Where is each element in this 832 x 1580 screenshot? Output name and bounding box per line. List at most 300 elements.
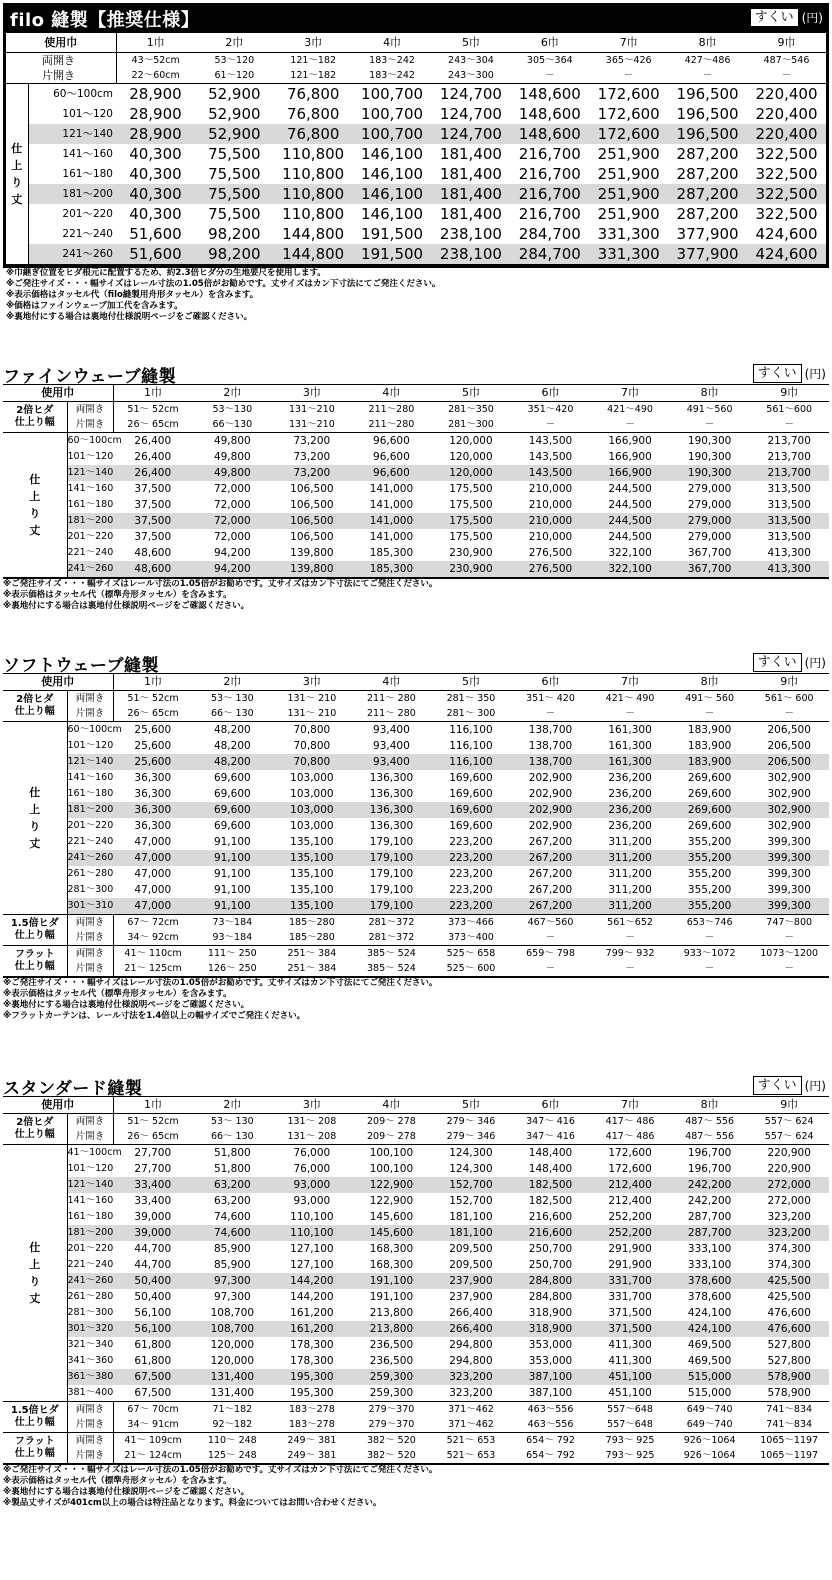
price-cell: 311,200 xyxy=(590,898,670,915)
standard-1.5x-kata: 371～462 xyxy=(448,1419,494,1430)
size-cell: 321～340 xyxy=(67,1339,114,1350)
katabiraki-label: 片開き xyxy=(67,1129,113,1145)
price-cell: 96,600 xyxy=(373,451,410,463)
price-cell: 276,500 xyxy=(528,547,573,559)
price-cell: 93,400 xyxy=(373,740,410,752)
price-cell: 47,000 xyxy=(134,836,172,848)
size-cell: 161～180 xyxy=(67,499,114,510)
price-cell: 279,000 xyxy=(670,513,750,529)
sukui-label: すくい xyxy=(753,1076,802,1095)
price-cell: 106,500 xyxy=(290,483,334,495)
soft-1.5x-kata: － xyxy=(704,932,715,943)
size-cell: 141～160 xyxy=(67,483,114,494)
price-cell: 124,700 xyxy=(432,124,511,144)
size-cell: 141～160 xyxy=(67,772,114,783)
price-cell: 242,200 xyxy=(670,1177,750,1193)
price-cell: 74,600 xyxy=(193,1225,273,1241)
filo-range: 365～426 xyxy=(605,55,652,66)
column-header: 7巾 xyxy=(621,386,640,399)
ryobiraki-label: 両開き xyxy=(67,691,113,707)
price-cell: 269,600 xyxy=(687,820,732,832)
price-cell: 269,600 xyxy=(687,772,732,784)
price-cell: 91,100 xyxy=(193,850,273,866)
price-cell: 63,200 xyxy=(213,1195,251,1207)
soft-2x-ryo: 51～ 52cm xyxy=(127,693,179,704)
column-header: 6巾 xyxy=(541,386,560,399)
ryobiraki-label: 両開き xyxy=(67,1402,113,1418)
price-cell: 251,900 xyxy=(597,145,660,163)
size-cell: 181～200 xyxy=(67,513,113,529)
price-cell: 210,000 xyxy=(528,483,573,495)
price-cell: 209,500 xyxy=(449,1243,493,1255)
price-cell: 27,700 xyxy=(134,1147,172,1159)
price-cell: 37,500 xyxy=(134,531,172,543)
soft-1.5x-kata: － xyxy=(784,932,794,943)
price-cell: 103,000 xyxy=(290,788,334,800)
filo-range: 43～52cm xyxy=(131,55,180,66)
price-cell: 311,200 xyxy=(590,850,670,866)
size-cell: 261～280 xyxy=(67,868,114,879)
price-cell: 37,500 xyxy=(134,483,172,495)
fine-2x-ryo: 561～600 xyxy=(766,404,813,415)
standard-2x-ryo: 53～ 130 xyxy=(210,1116,254,1127)
price-cell: 238,100 xyxy=(439,225,502,243)
price-cell: 25,600 xyxy=(113,754,193,770)
price-cell: 146,100 xyxy=(361,205,424,223)
price-cell: 73,200 xyxy=(272,465,352,481)
standard-2x-kata: 26～ 65cm xyxy=(127,1131,179,1142)
price-cell: 182,500 xyxy=(511,1177,591,1193)
price-cell: 210,000 xyxy=(528,531,573,543)
price-cell: 302,900 xyxy=(767,772,811,784)
price-cell: 469,500 xyxy=(687,1339,732,1351)
price-cell: 67,500 xyxy=(113,1369,193,1385)
fine-2x-label xyxy=(3,402,67,433)
price-cell: 47,000 xyxy=(113,898,193,915)
standard-1.5x-ryo: 67～ 70cm xyxy=(113,1402,193,1418)
fine-2x-ryo: 53～130 xyxy=(212,404,253,415)
side-label-char: り xyxy=(11,176,23,189)
price-cell: 69,600 xyxy=(193,802,273,818)
standard-1.5x-kata: 279～370 xyxy=(368,1419,415,1430)
size-cell: 101～120 xyxy=(62,108,113,120)
price-cell: 100,700 xyxy=(361,105,424,123)
price-cell: 399,300 xyxy=(767,836,811,848)
fine-2x-ryo: 421～490 xyxy=(607,404,653,415)
price-cell: 136,300 xyxy=(352,802,432,818)
standard-1.5x-kata: 557～648 xyxy=(607,1419,653,1430)
price-cell: 144,200 xyxy=(290,1291,334,1303)
side-label-char: 上 xyxy=(29,803,41,816)
label-line: 2倍ヒダ xyxy=(16,1117,54,1128)
price-cell: 146,100 xyxy=(361,145,424,163)
price-cell: 110,800 xyxy=(274,184,353,204)
standard-flat-ryo: 1065～1197 xyxy=(749,1433,829,1449)
price-cell: 313,500 xyxy=(767,499,811,511)
column-header: 1巾 xyxy=(146,36,165,49)
label-line: 2倍ヒダ xyxy=(16,405,54,416)
standard-2x-ryo: 557～ 624 xyxy=(764,1116,814,1127)
price-cell: 120,000 xyxy=(210,1339,255,1351)
standard-flat-kata: 793～ 925 xyxy=(605,1450,655,1461)
price-cell: 269,600 xyxy=(670,802,750,818)
soft-flat-ryo: 385～ 524 xyxy=(352,946,432,962)
standard-flat-ryo: 41～ 109cm xyxy=(113,1433,193,1449)
standard-1.5x-kata: 34～ 91cm xyxy=(127,1419,179,1430)
price-cell: 236,500 xyxy=(369,1339,414,1351)
price-cell: 127,100 xyxy=(290,1243,334,1255)
price-cell: 323,200 xyxy=(767,1211,811,1223)
filo-range: 243～300 xyxy=(448,70,494,81)
column-header: 7巾 xyxy=(619,36,638,49)
side-label-char: 上 xyxy=(29,1258,41,1271)
soft-flat-kata: 126～ 250 xyxy=(207,963,257,974)
price-cell: 36,300 xyxy=(134,820,172,832)
note-line: ※ご発注サイズ・・・幅サイズはレール寸法の1.05倍がお勧めです。丈サイズはカン下寸法にてご発注ください。 xyxy=(3,579,438,589)
price-cell: 166,900 xyxy=(590,465,670,481)
price-cell: 97,300 xyxy=(213,1291,251,1303)
use-width-header: 使用巾 xyxy=(6,33,116,53)
price-cell: 72,000 xyxy=(193,513,273,529)
size-cell: 181～200 xyxy=(67,802,113,818)
price-cell: 98,200 xyxy=(195,244,274,265)
column-header: 1巾 xyxy=(144,675,163,688)
price-cell: 70,800 xyxy=(293,724,331,736)
price-cell: 135,100 xyxy=(290,884,334,896)
price-cell: 213,700 xyxy=(767,451,811,463)
yen-unit: (円) xyxy=(804,656,826,670)
price-cell: 469,500 xyxy=(687,1355,732,1367)
soft-flat-kata: － xyxy=(625,963,635,974)
price-cell: 399,300 xyxy=(767,884,811,896)
price-cell: 33,400 xyxy=(134,1195,172,1207)
price-cell: 331,700 xyxy=(608,1291,652,1303)
soft-flat-kata: － xyxy=(545,963,556,974)
price-cell: 378,600 xyxy=(687,1291,732,1303)
note-line: ※ご発注サイズ・・・幅サイズはレール寸法の1.05倍がお勧めです。丈サイズはカン下寸法にてご発注ください。 xyxy=(3,978,438,988)
filo-title: filo 縫製【推奨仕様】 xyxy=(10,10,200,31)
price-cell: 318,900 xyxy=(511,1321,591,1337)
price-cell: 251,900 xyxy=(589,184,668,204)
soft-2x-kata: 26～ 65cm xyxy=(127,708,179,719)
column-header: 2巾 xyxy=(223,675,242,688)
price-cell: 36,300 xyxy=(134,772,172,784)
katabiraki-label: 片開き xyxy=(67,417,113,433)
size-cell: 60～100cm xyxy=(67,724,122,735)
price-cell: 136,300 xyxy=(369,820,414,832)
sukui-label: すくい xyxy=(750,8,799,27)
column-header: 4巾 xyxy=(382,1098,401,1111)
standard-1.5x-ryo: 279～370 xyxy=(352,1402,432,1418)
price-cell: 25,600 xyxy=(134,724,172,736)
price-cell: 355,200 xyxy=(687,868,732,880)
label-line: 仕上り幅 xyxy=(14,1417,55,1428)
standard-flat-kata: 1065～1197 xyxy=(760,1450,819,1461)
price-cell: 69,600 xyxy=(213,772,251,784)
column-header: 4巾 xyxy=(382,386,401,399)
size-cell: 241～260 xyxy=(67,1273,113,1289)
price-cell: 181,400 xyxy=(439,145,502,163)
standard-flat-ryo: 521～ 653 xyxy=(431,1433,511,1449)
price-cell: 94,200 xyxy=(193,561,273,578)
price-cell: 302,900 xyxy=(767,820,811,832)
fine-2x-ryo: 211～280 xyxy=(368,404,415,415)
price-cell: 311,200 xyxy=(608,868,652,880)
price-cell: 413,300 xyxy=(749,561,829,578)
price-cell: 166,900 xyxy=(608,451,652,463)
price-cell: 172,600 xyxy=(597,105,660,123)
ryobiraki-label: 両開き xyxy=(67,1114,113,1130)
side-label-char: 仕 xyxy=(29,473,41,486)
standard-2x-ryo: 279～ 346 xyxy=(446,1116,496,1127)
price-cell: 44,700 xyxy=(134,1259,172,1271)
price-cell: 266,400 xyxy=(449,1307,493,1319)
price-cell: 387,100 xyxy=(511,1369,591,1385)
price-cell: 515,000 xyxy=(687,1387,732,1399)
unit-badge xyxy=(753,364,826,383)
price-cell: 76,800 xyxy=(286,85,340,103)
price-cell: 116,100 xyxy=(449,724,493,736)
column-header: 2巾 xyxy=(225,36,244,49)
price-cell: 212,400 xyxy=(608,1195,652,1207)
price-cell: 144,800 xyxy=(282,225,345,243)
katabiraki-label: 片開き xyxy=(67,1448,113,1464)
price-cell: 182,500 xyxy=(528,1195,573,1207)
price-cell: 36,300 xyxy=(134,788,172,800)
standard-flat-kata: 654～ 792 xyxy=(526,1450,575,1461)
filo-range: 183～242 xyxy=(369,55,415,66)
price-cell: 279,000 xyxy=(687,499,732,511)
price-cell: 424,100 xyxy=(670,1321,750,1337)
price-cell: 294,800 xyxy=(449,1355,493,1367)
column-header: 7巾 xyxy=(621,1098,640,1111)
price-cell: 244,500 xyxy=(590,513,670,529)
soft-2x-ryo: 211～ 280 xyxy=(367,693,416,704)
price-cell: 138,700 xyxy=(528,740,573,752)
note-line: ※表示価格はタッセル代（標準舟形タッセル）を含みます。 xyxy=(3,590,232,600)
column-header: 6巾 xyxy=(540,36,559,49)
price-cell: 331,700 xyxy=(590,1273,670,1289)
side-label-char: り xyxy=(29,820,41,833)
column-header: 5巾 xyxy=(461,1098,480,1111)
price-cell: 323,200 xyxy=(749,1225,829,1241)
note-line: ※裏地付にする場合は裏地付仕様説明ページをご確認ください。 xyxy=(3,601,250,611)
price-cell: 291,900 xyxy=(608,1243,652,1255)
use-width-header: 使用巾 xyxy=(3,1097,113,1114)
price-cell: 377,900 xyxy=(676,225,739,243)
soft-2x-label xyxy=(3,691,67,722)
price-cell: 411,300 xyxy=(608,1355,652,1367)
side-label-char: 丈 xyxy=(11,193,23,206)
price-cell: 202,900 xyxy=(528,820,573,832)
price-cell: 411,300 xyxy=(608,1339,652,1351)
column-header: 8巾 xyxy=(700,675,719,688)
size-cell: 221～240 xyxy=(67,836,114,847)
price-cell: 106,500 xyxy=(290,531,334,543)
fine-2x-kata: － xyxy=(784,419,794,430)
label-line: 1.5倍ヒダ xyxy=(10,918,59,929)
size-cell: 301～320 xyxy=(67,1321,113,1337)
standard-2x-ryo: 487～ 556 xyxy=(685,1116,734,1127)
price-cell: 75,500 xyxy=(208,165,261,183)
soft-1.5x-kata: 93～184 xyxy=(212,932,253,943)
price-cell: 120,000 xyxy=(449,435,493,447)
price-cell: 230,900 xyxy=(431,561,511,578)
filo-range: 121～182 xyxy=(290,55,337,66)
price-cell: 175,500 xyxy=(449,499,493,511)
standard-flat-ryo: 793～ 925 xyxy=(590,1433,670,1449)
soft-flat-ryo: 933～1072 xyxy=(670,946,750,962)
price-cell: 252,200 xyxy=(590,1225,670,1241)
price-cell: 141,000 xyxy=(369,531,414,543)
price-cell: 284,700 xyxy=(510,244,589,265)
price-cell: 93,400 xyxy=(352,754,432,770)
price-cell: 210,000 xyxy=(528,499,573,511)
price-cell: 172,600 xyxy=(589,124,668,144)
price-cell: 148,600 xyxy=(518,105,581,123)
size-cell: 161～180 xyxy=(67,788,114,799)
price-cell: 28,900 xyxy=(129,85,182,103)
price-cell: 223,200 xyxy=(431,898,511,915)
size-cell: 161～180 xyxy=(67,1211,114,1222)
price-cell: 190,300 xyxy=(687,435,732,447)
price-cell: 374,300 xyxy=(767,1243,811,1255)
filo-range: 427～486 xyxy=(684,55,731,66)
price-cell: 355,200 xyxy=(687,836,732,848)
price-cell: 284,800 xyxy=(528,1291,573,1303)
fine-wave-section xyxy=(0,362,832,612)
price-cell: 120,000 xyxy=(449,451,493,463)
price-cell: 191,500 xyxy=(353,244,432,265)
price-cell: 213,700 xyxy=(749,465,829,481)
ryobiraki-label: 両開き xyxy=(67,402,113,418)
label-line: 2倍ヒダ xyxy=(16,694,54,705)
price-cell: 302,900 xyxy=(749,802,829,818)
price-cell: 39,000 xyxy=(134,1211,172,1223)
standard-flat-kata: 125～ 248 xyxy=(207,1450,257,1461)
price-cell: 313,500 xyxy=(749,513,829,529)
standard-1.5x-ryo: 371～462 xyxy=(431,1402,511,1418)
price-cell: 172,600 xyxy=(608,1147,652,1159)
price-cell: 399,300 xyxy=(749,850,829,866)
price-cell: 148,600 xyxy=(518,85,581,103)
soft-2x-ryo: 281～ 350 xyxy=(446,693,496,704)
price-cell: 185,300 xyxy=(352,561,432,578)
column-header: 8巾 xyxy=(700,1098,719,1111)
price-cell: 91,100 xyxy=(213,868,251,880)
column-header: 3巾 xyxy=(302,386,321,399)
size-cell: 221～240 xyxy=(62,228,113,240)
price-cell: 185,300 xyxy=(369,547,414,559)
standard-1.5x-kata: 463～556 xyxy=(527,1419,574,1430)
price-cell: 230,900 xyxy=(449,547,493,559)
soft-1.5x-kata: － xyxy=(545,932,556,943)
soft-1.5x-kata: 34～ 92cm xyxy=(127,932,179,943)
standard-1.5x-kata: 649～740 xyxy=(686,1419,733,1430)
price-cell: 178,300 xyxy=(290,1339,334,1351)
price-cell: 223,200 xyxy=(449,836,493,848)
price-cell: 72,000 xyxy=(213,531,251,543)
price-cell: 51,600 xyxy=(129,225,182,243)
price-cell: 33,400 xyxy=(113,1177,193,1193)
price-cell: 220,400 xyxy=(755,105,818,123)
price-cell: 75,500 xyxy=(208,205,261,223)
fine-2x-ryo: 351～420 xyxy=(527,404,574,415)
soft-flat-ryo: 1073～1200 xyxy=(749,946,829,962)
price-cell: 148,400 xyxy=(528,1147,573,1159)
standard-flat-kata: 926～1064 xyxy=(683,1450,736,1461)
price-cell: 91,100 xyxy=(213,884,251,896)
price-cell: 131,400 xyxy=(210,1387,255,1399)
soft-2x-kata: 131～ 210 xyxy=(287,708,337,719)
price-cell: 424,600 xyxy=(755,225,818,243)
label-line: 仕上り幅 xyxy=(14,961,55,972)
price-cell: 116,100 xyxy=(431,754,511,770)
price-cell: 237,900 xyxy=(431,1273,511,1289)
price-cell: 175,500 xyxy=(449,483,493,495)
price-cell: 195,300 xyxy=(272,1369,352,1385)
price-cell: 61,800 xyxy=(134,1339,172,1351)
price-cell: 377,900 xyxy=(668,244,747,265)
price-cell: 48,600 xyxy=(134,547,172,559)
price-cell: 216,700 xyxy=(510,184,589,204)
price-cell: 152,700 xyxy=(449,1195,493,1207)
side-label xyxy=(3,1145,67,1402)
soft-2x-ryo: 421～ 490 xyxy=(605,693,655,704)
price-cell: 103,000 xyxy=(290,772,334,784)
price-cell: 323,200 xyxy=(449,1387,493,1399)
price-cell: 110,800 xyxy=(282,145,345,163)
unit-badge xyxy=(753,1076,826,1095)
price-cell: 91,100 xyxy=(213,836,251,848)
size-cell: 221～240 xyxy=(67,1259,114,1270)
price-cell: 26,400 xyxy=(113,465,193,481)
price-cell: 72,000 xyxy=(213,483,251,495)
side-label-char: 仕 xyxy=(11,142,23,155)
price-cell: 244,500 xyxy=(608,531,652,543)
price-cell: 276,500 xyxy=(511,561,591,578)
price-cell: 124,300 xyxy=(449,1147,493,1159)
price-cell: 202,900 xyxy=(528,772,573,784)
price-cell: 136,300 xyxy=(369,788,414,800)
standard-2x-kata: 66～ 130 xyxy=(210,1131,254,1142)
price-cell: 425,500 xyxy=(749,1273,829,1289)
filo-range: 243～304 xyxy=(448,55,494,66)
price-cell: 287,200 xyxy=(676,145,739,163)
price-cell: 72,000 xyxy=(213,499,251,511)
price-cell: 244,500 xyxy=(608,483,652,495)
price-cell: 291,900 xyxy=(608,1259,652,1271)
price-cell: 191,100 xyxy=(352,1273,432,1289)
standard-header xyxy=(0,1074,832,1099)
price-cell: 287,200 xyxy=(668,184,747,204)
price-cell: 49,800 xyxy=(213,435,251,447)
price-cell: 144,200 xyxy=(272,1273,352,1289)
fine-2x-ryo: 281～350 xyxy=(448,404,494,415)
price-cell: 67,500 xyxy=(134,1387,172,1399)
price-cell: 272,000 xyxy=(767,1195,811,1207)
column-header: 9巾 xyxy=(780,386,799,399)
side-label-char: 上 xyxy=(29,490,41,503)
standard-1.5x-kata: 92～182 xyxy=(212,1419,253,1430)
yen-unit: (円) xyxy=(801,11,823,25)
price-cell: 131,400 xyxy=(193,1369,273,1385)
soft-2x-ryo: 53～ 130 xyxy=(210,693,254,704)
soft-1.5x-ryo: 73～184 xyxy=(193,915,273,931)
price-cell: 183,900 xyxy=(687,724,732,736)
price-cell: 124,700 xyxy=(439,105,502,123)
price-cell: 220,400 xyxy=(755,85,818,103)
